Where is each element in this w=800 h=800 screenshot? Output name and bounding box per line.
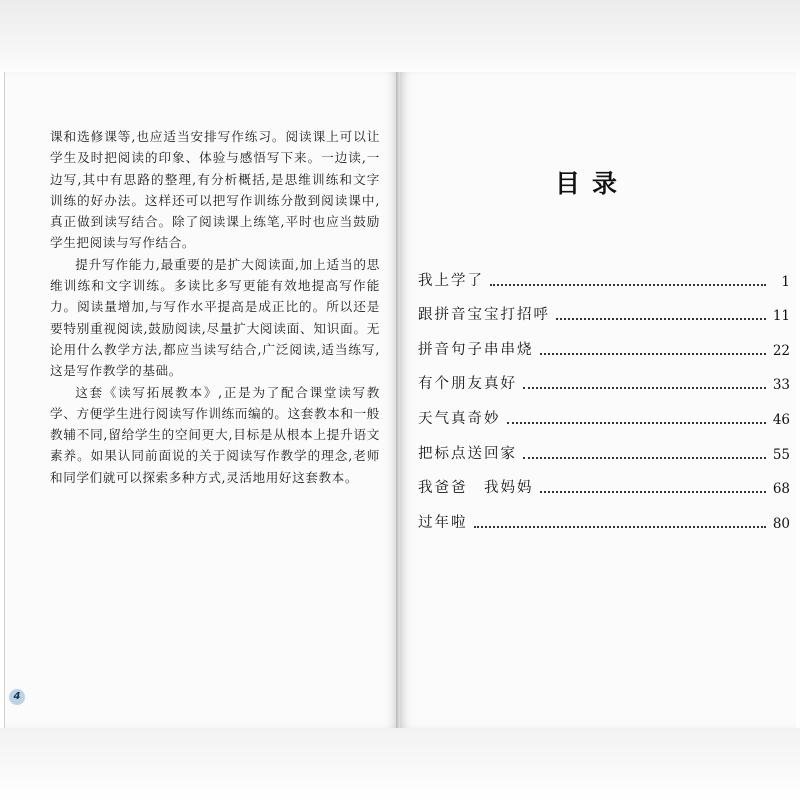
page-number-badge: 4 [9,689,25,705]
top-shadow [0,0,800,76]
toc-title: 目录 [555,169,630,198]
bottom-shadow [0,728,800,800]
toc-entry-title: 把标点送回家 [418,445,517,462]
toc-entry[interactable] [418,255,790,290]
table-of-contents [418,255,790,532]
dot-leader [507,422,767,424]
paragraph: 这套《读写拓展教本》,正是为了配合课堂读写教学、方便学生进行阅读写作训练而编的。这套教本和一般教辅不同,留给学生的空间更大,目标是从根本上提升语文素养。如果认同前面说的关于阅读写作教学的理念,老师和同学们就可以探索多种方式,灵活地用好这套教本。 [50,384,380,485]
toc-entry[interactable] [418,497,790,532]
toc-entry[interactable] [418,324,790,359]
dot-leader [540,491,767,493]
toc-entry-page: 55 [772,446,790,463]
dot-leader [540,353,767,355]
toc-entry-title: 我爸爸 我妈妈 [418,480,534,497]
left-page-body [50,126,380,488]
paragraph: 课和选修课等,也应适当安排写作练习。阅读课上可以让学生及时把阅读的印象、体验与感悟写下来。一边读,一边写,其中有思路的整理,有分析概括,是思维训练和文字训练的好办法。这样还可以把写作训练分散到阅读课中,真正做到读写结合。除了阅读课上练笔,平时也应当鼓励学生把阅读与写作结合。 [50,129,380,251]
toc-entry-page: 11 [772,308,790,325]
toc-entry-title: 跟拼音宝宝打招呼 [418,307,550,324]
toc-entry-page: 33 [772,377,790,394]
toc-entry-page: 22 [772,342,790,359]
toc-entry[interactable] [418,290,790,325]
toc-entry[interactable] [418,393,790,428]
toc-entry-title: 拼音句子串串烧 [418,341,534,358]
toc-entry-page: 80 [772,515,790,532]
dot-leader [523,387,766,389]
toc-entry-title: 天气真奇妙 [418,410,501,427]
toc-entry[interactable] [418,463,790,498]
toc-entry-page: 46 [772,411,790,428]
toc-entry-title: 我上学了 [418,272,484,289]
dot-leader [523,457,766,459]
toc-entry-title: 有个朋友真好 [418,376,517,393]
toc-entry-title: 过年啦 [418,514,468,531]
dot-leader [556,318,766,320]
toc-entry-page: 68 [772,481,790,498]
dot-leader [490,284,766,286]
toc-entry[interactable] [418,428,790,463]
paragraph: 提升写作能力,最重要的是扩大阅读面,加上适当的思维训练和文字训练。多读比多写更能有效地提高写作能力。阅读量增加,与写作水平提高是成正比的。所以还是要特别重视阅读,鼓励阅读,尽量扩大阅读面、知识面。无论用什么教学方法,都应当读写结合,广泛阅读,适当练写,这是写作教学的基础。 [50,256,380,379]
toc-entry[interactable] [418,359,790,394]
toc-entry-page: 1 [781,273,790,290]
dot-leader [474,526,767,528]
